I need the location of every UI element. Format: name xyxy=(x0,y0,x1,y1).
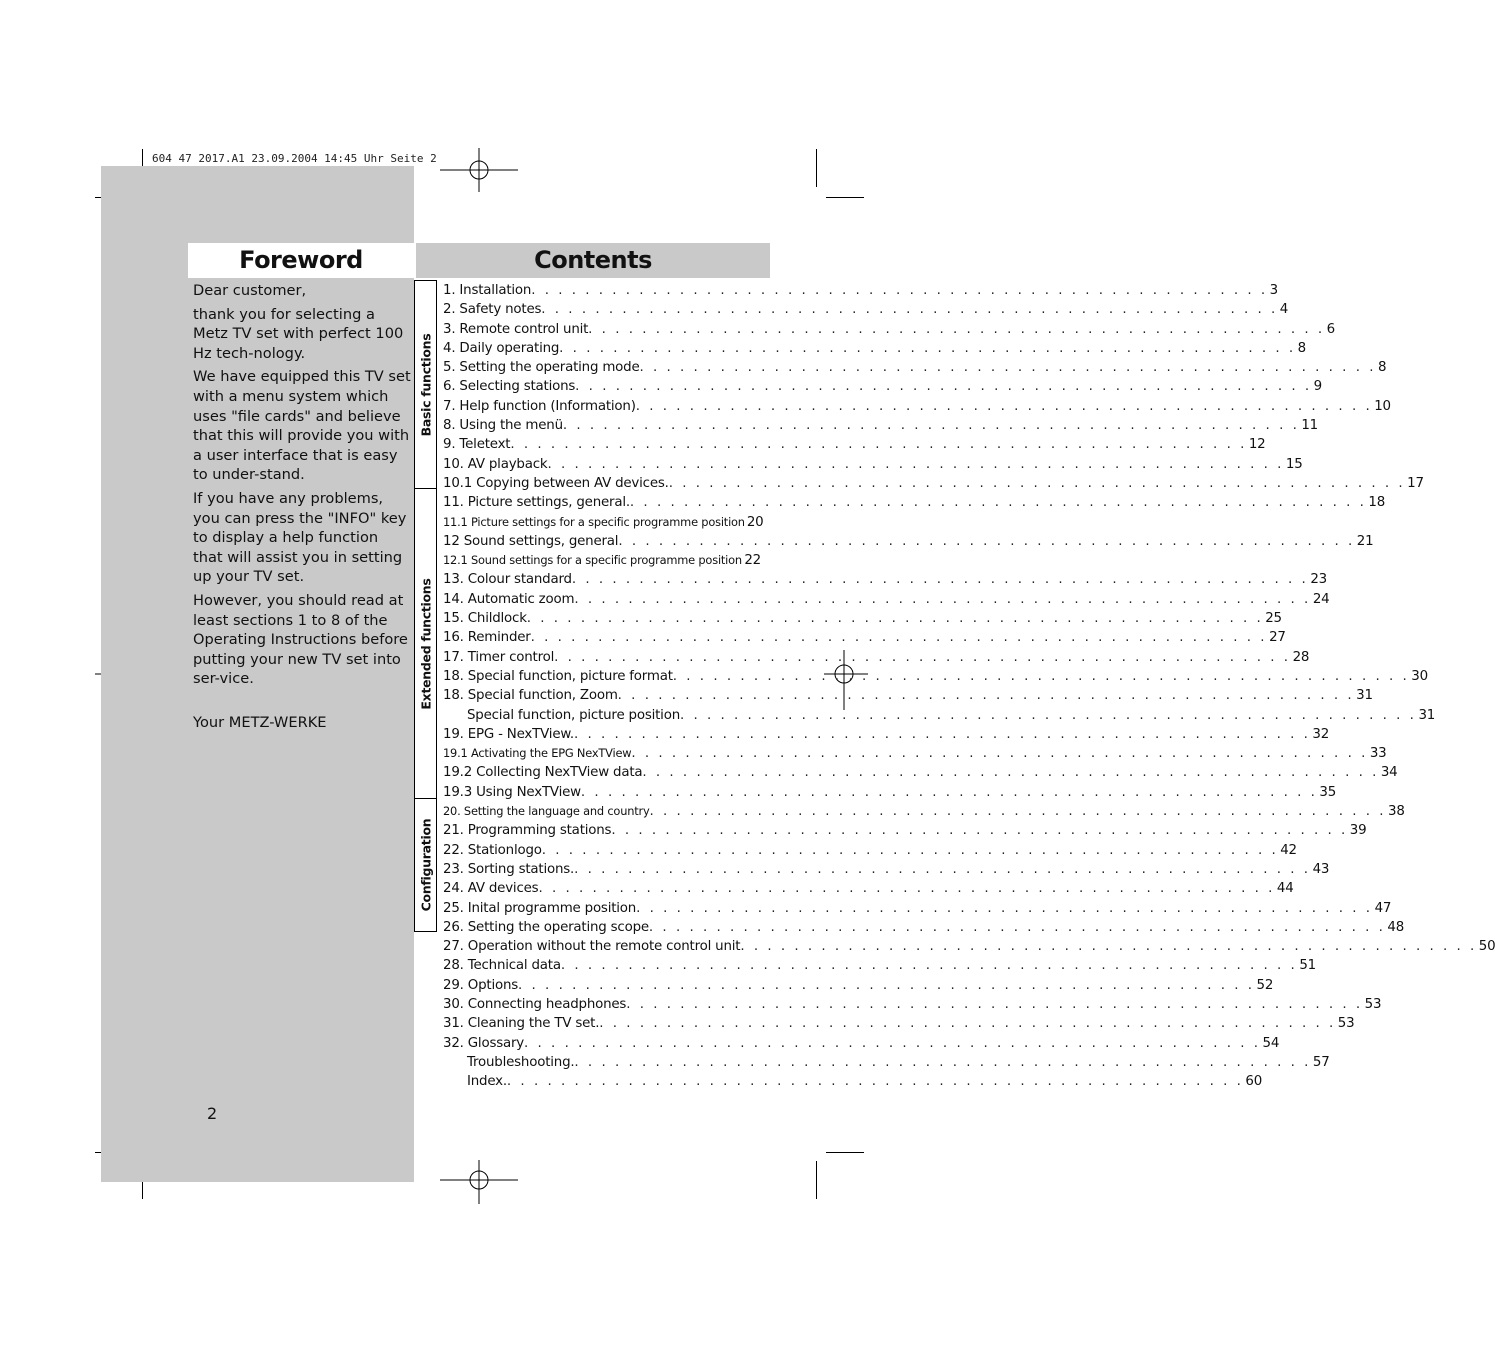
toc-entry-label: 11. Picture settings, general. xyxy=(443,495,630,511)
foreword-paragraph: However, you should read at least sections 1 to 8 of the Operating Instructions before putting your new TV set into ser-vice. xyxy=(193,591,408,688)
section-tab-configuration xyxy=(414,798,437,932)
toc-entry xyxy=(443,590,1330,609)
section-tab-label: Basic functions xyxy=(418,333,433,436)
toc-leader-dots xyxy=(669,474,1405,493)
toc-entry-label: 9. Teletext xyxy=(443,437,511,453)
toc-entry xyxy=(443,281,1278,300)
toc-entry-page: 48 xyxy=(1387,919,1405,935)
toc-entry xyxy=(443,532,1374,551)
toc-entry-page: 39 xyxy=(1349,823,1367,839)
toc-entry xyxy=(443,841,1297,860)
registration-mark-icon xyxy=(440,146,520,196)
toc-leader-dots xyxy=(650,802,1386,821)
toc-entry-label: 23. Sorting stations. xyxy=(443,861,575,877)
toc-entry-label: 13. Colour standard xyxy=(443,572,572,588)
toc-entry-page: 30 xyxy=(1411,668,1428,684)
toc-leader-dots xyxy=(563,416,1299,435)
toc-entry-page: 17 xyxy=(1407,475,1424,491)
toc-leader-dots xyxy=(636,397,1372,416)
toc-entry-page: 12 xyxy=(1248,437,1266,453)
toc-entry-page: 42 xyxy=(1280,842,1297,858)
foreword-signature: Your METZ-WERKE xyxy=(193,713,327,731)
toc-leader-dots xyxy=(559,339,1295,358)
toc-leader-dots xyxy=(538,879,1274,898)
toc-leader-dots xyxy=(574,860,1310,879)
toc-entry-label: 1. Installation xyxy=(443,283,532,298)
toc-leader-dots xyxy=(518,976,1254,995)
toc-entry xyxy=(443,377,1322,396)
toc-entry xyxy=(443,725,1330,744)
toc-entry-label: 18. Special function, Zoom xyxy=(443,688,618,704)
toc-entry-page: 33 xyxy=(1369,746,1387,762)
toc-entry xyxy=(443,474,1424,493)
toc-leader-dots xyxy=(527,609,1263,628)
toc-leader-dots xyxy=(626,995,1362,1014)
toc-entry-page: 8 xyxy=(1377,360,1387,376)
toc-entry-page: 23 xyxy=(1310,572,1327,588)
toc-leader-dots xyxy=(599,1014,1335,1033)
toc-leader-dots xyxy=(574,1053,1310,1072)
toc-entry-label: 11.1 Picture settings for a specific programme position xyxy=(443,514,745,529)
toc-leader-dots xyxy=(618,532,1354,551)
toc-entry xyxy=(443,358,1387,377)
toc-entry xyxy=(443,995,1382,1014)
toc-entry-page: 27 xyxy=(1269,630,1286,646)
toc-entry-label: 5. Setting the operating mode xyxy=(443,360,640,376)
toc-leader-dots xyxy=(581,783,1317,802)
toc-entry-page: 4 xyxy=(1279,302,1289,318)
toc-entry xyxy=(443,802,1405,821)
toc-entry-page: 24 xyxy=(1312,591,1330,607)
toc-entry xyxy=(443,860,1330,879)
toc-leader-dots xyxy=(588,320,1324,339)
toc-entry xyxy=(443,918,1405,937)
toc-leader-dots xyxy=(531,281,1267,300)
print-slug: 604 47 2017.A1 23.09.2004 14:45 Uhr Seite 2 xyxy=(152,152,437,165)
toc-entry-label: 31. Cleaning the TV set. xyxy=(443,1016,600,1032)
toc-entry xyxy=(443,339,1306,358)
toc-entry xyxy=(443,628,1286,647)
toc-entry-label: 3. Remote control unit xyxy=(443,321,589,337)
toc-entry-page: 50 xyxy=(1478,939,1495,955)
toc-entry xyxy=(443,1053,1330,1072)
toc-entry-label: 12.1 Sound settings for a specific programme position xyxy=(443,553,742,568)
toc-entry xyxy=(443,1072,1263,1091)
crop-mark xyxy=(826,1152,864,1153)
toc-entry xyxy=(443,744,1387,763)
section-tab-label: Extended functions xyxy=(418,577,433,710)
toc-entry-label: 7. Help function (Information) xyxy=(443,398,636,414)
toc-entry-page: 15 xyxy=(1285,456,1303,472)
toc-entry-label: Special function, picture position xyxy=(467,707,680,723)
toc-entry-page: 28 xyxy=(1292,649,1310,665)
toc-entry-page: 57 xyxy=(1312,1054,1330,1070)
toc-leader-dots xyxy=(542,841,1278,860)
toc-entry-label: 19. EPG - NexTView. xyxy=(443,726,574,742)
toc-entry xyxy=(443,667,1428,686)
foreword-paragraph: Dear customer, xyxy=(193,282,307,299)
toc-entry xyxy=(443,648,1310,667)
toc-leader-dots xyxy=(673,667,1409,686)
toc-entry-page: 25 xyxy=(1265,611,1282,627)
toc-entry-page: 6 xyxy=(1326,321,1335,337)
toc-leader-dots xyxy=(561,956,1297,975)
foreword-title: Foreword xyxy=(239,246,363,274)
toc-entry-label: 12 Sound settings, general xyxy=(443,533,619,549)
toc-entry-page: 9 xyxy=(1313,379,1322,395)
toc-entry-label: 29. Options xyxy=(443,977,519,993)
toc-entry-label: 28. Technical data xyxy=(443,958,561,974)
toc-entry-label: Index. xyxy=(467,1074,507,1090)
toc-entry xyxy=(443,513,764,532)
toc-entry xyxy=(443,551,761,570)
toc-entry-label: 18. Special function, picture format xyxy=(443,668,673,684)
toc-entry-label: 30. Connecting headphones xyxy=(443,996,627,1012)
toc-entry-label: 10.1 Copying between AV devices. xyxy=(443,475,669,491)
toc-leader-dots xyxy=(574,725,1310,744)
toc-entry-label: 20. Setting the language and country xyxy=(443,804,650,819)
toc-entry xyxy=(443,570,1327,589)
toc-entry-page: 18 xyxy=(1368,495,1386,511)
toc-entry-label: Troubleshooting. xyxy=(467,1054,575,1070)
toc-leader-dots xyxy=(507,1072,1243,1091)
section-tab-basic xyxy=(414,280,437,489)
foreword-paragraph: If you have any problems, you can press the "INFO" key to display a help function that will assist you in setting up your TV set. xyxy=(193,489,407,586)
toc-entry-label: 4. Daily operating xyxy=(443,340,560,356)
toc-leader-dots xyxy=(572,570,1308,589)
toc-entry xyxy=(443,879,1294,898)
toc-entry-page: 31 xyxy=(1356,688,1373,704)
toc-leader-dots xyxy=(642,763,1378,782)
toc-entry xyxy=(443,783,1337,802)
toc-leader-dots xyxy=(524,1034,1260,1053)
section-tab-extended xyxy=(414,488,437,799)
toc-entry-label: 17. Timer control xyxy=(443,649,555,665)
toc-entry xyxy=(443,493,1386,512)
toc-entry xyxy=(443,609,1282,628)
toc-entry xyxy=(443,899,1392,918)
toc-entry-label: 8. Using the menü xyxy=(443,418,563,434)
toc-entry xyxy=(443,416,1318,435)
toc-entry-label: 16. Reminder xyxy=(443,630,531,646)
toc-entry xyxy=(443,320,1335,339)
toc-leader-dots xyxy=(611,821,1347,840)
toc-entry-page: 3 xyxy=(1269,283,1278,298)
toc-leader-dots xyxy=(541,300,1277,319)
toc-entry-page: 10 xyxy=(1374,398,1391,414)
toc-entry-page: 35 xyxy=(1319,784,1337,800)
toc-entry xyxy=(443,435,1266,454)
toc-entry-page: 22 xyxy=(744,553,761,569)
registration-mark-icon xyxy=(440,1158,520,1208)
toc-entry xyxy=(443,455,1303,474)
toc-entry-label: 27. Operation without the remote control unit xyxy=(443,939,741,955)
toc-leader-dots xyxy=(554,648,1290,667)
toc-entry-label: 6. Selecting stations xyxy=(443,379,576,395)
toc-leader-dots xyxy=(510,435,1246,454)
toc-entry-label: 22. Stationlogo xyxy=(443,842,542,858)
toc-leader-dots xyxy=(630,493,1366,512)
toc-entry xyxy=(443,686,1373,705)
contents-header xyxy=(416,243,770,278)
page-number: 2 xyxy=(207,1104,218,1123)
toc-leader-dots xyxy=(574,590,1310,609)
foreword-paragraph: thank you for selecting a Metz TV set with perfect 100 Hz tech-nology. xyxy=(193,305,404,362)
foreword-header xyxy=(188,243,414,278)
toc-entry-label: 19.2 Collecting NexTView data xyxy=(443,765,643,781)
toc-entry xyxy=(443,300,1289,319)
toc-entry-label: 24. AV devices xyxy=(443,881,539,897)
toc-entry xyxy=(443,763,1398,782)
toc-entry xyxy=(443,1034,1280,1053)
toc-leader-dots xyxy=(531,628,1267,647)
toc-leader-dots xyxy=(636,899,1372,918)
toc-entry-label: 15. Childlock xyxy=(443,611,527,627)
toc-entry-page: 43 xyxy=(1312,861,1330,877)
toc-entry-page: 52 xyxy=(1256,977,1274,993)
toc-entry-label: 19.1 Activating the EPG NexTView xyxy=(443,746,632,761)
toc-entry-label: 19.3 Using NexTView xyxy=(443,784,581,800)
crop-mark xyxy=(816,149,817,187)
toc-leader-dots xyxy=(680,706,1416,725)
toc-entry-page: 44 xyxy=(1276,881,1294,897)
toc-entry-label: 10. AV playback xyxy=(443,456,548,472)
toc-entry-page: 20 xyxy=(746,514,764,530)
toc-entry xyxy=(443,937,1495,956)
toc-entry-page: 53 xyxy=(1364,996,1382,1012)
toc-entry xyxy=(443,397,1391,416)
toc-leader-dots xyxy=(547,455,1283,474)
toc-entry-page: 60 xyxy=(1245,1074,1263,1090)
toc-entry-page: 51 xyxy=(1299,958,1316,974)
toc-entry-label: 32. Glossary xyxy=(443,1035,525,1051)
table-of-contents xyxy=(443,281,1495,1091)
toc-entry-label: 25. Inital programme position xyxy=(443,900,637,916)
toc-entry-page: 34 xyxy=(1380,765,1398,781)
toc-entry-page: 11 xyxy=(1301,418,1318,434)
toc-entry-page: 47 xyxy=(1374,900,1392,916)
toc-entry-page: 54 xyxy=(1262,1035,1280,1051)
toc-entry-page: 21 xyxy=(1356,533,1374,549)
toc-leader-dots xyxy=(631,744,1367,763)
toc-entry-page: 31 xyxy=(1418,707,1436,723)
toc-leader-dots xyxy=(649,918,1385,937)
toc-leader-dots xyxy=(618,686,1354,705)
toc-leader-dots xyxy=(575,377,1311,396)
toc-entry xyxy=(443,956,1316,975)
toc-entry xyxy=(443,1014,1355,1033)
toc-entry-label: 14. Automatic zoom xyxy=(443,591,575,607)
section-tab-label: Configuration xyxy=(418,818,433,912)
toc-entry xyxy=(443,706,1436,725)
toc-leader-dots xyxy=(640,358,1376,377)
crop-mark xyxy=(816,1161,817,1199)
foreword-paragraph: We have equipped this TV set with a menu system which uses "file cards" and believe that this will provide you with a user interface that is easy to under-stand. xyxy=(193,368,411,484)
toc-entry-page: 53 xyxy=(1337,1016,1355,1032)
toc-entry-page: 32 xyxy=(1312,726,1330,742)
foreword-body xyxy=(193,281,411,736)
toc-entry-label: 2. Safety notes xyxy=(443,302,542,318)
toc-entry xyxy=(443,821,1367,840)
contents-title: Contents xyxy=(534,246,652,274)
toc-entry-label: 21. Programming stations xyxy=(443,823,612,839)
crop-mark xyxy=(826,197,864,198)
toc-entry-page: 8 xyxy=(1297,340,1306,356)
toc-leader-dots xyxy=(740,937,1476,956)
toc-entry-label: 26. Setting the operating scope xyxy=(443,919,649,935)
toc-entry xyxy=(443,976,1274,995)
toc-entry-page: 38 xyxy=(1388,804,1405,820)
